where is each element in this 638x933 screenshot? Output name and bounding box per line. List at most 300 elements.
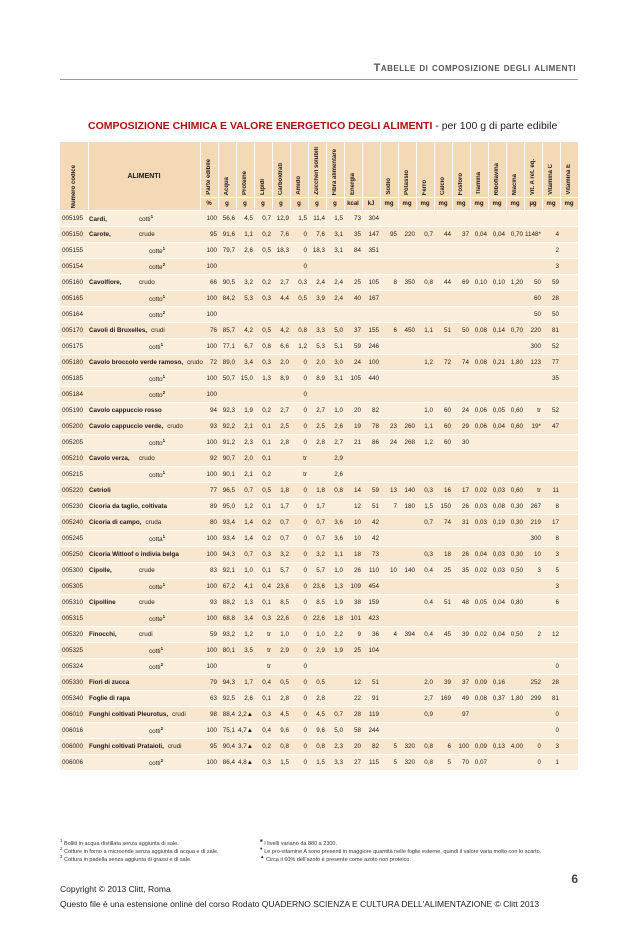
table-cell [326,659,344,675]
table-cell: 2,6 [326,419,344,435]
table-cell [398,259,416,275]
table-cell: 0,3 [254,355,272,371]
table-cell: 14 [344,483,362,499]
food-name: Cicoria da taglio, coltivata [88,499,200,515]
table-cell: 0 [290,435,308,451]
table-cell: 24 [452,403,470,419]
food-code: 005340 [60,691,88,707]
table-cell [344,659,362,675]
table-cell [506,755,524,771]
table-cell [434,723,452,739]
table-cell: 84 [344,243,362,259]
table-cell: 5,0 [326,723,344,739]
table-cell [380,371,398,387]
food-code: 005230 [60,499,88,515]
table-cell: 95 [200,227,218,243]
table-row [60,275,578,291]
table-cell: 0,50 [506,627,524,643]
table-cell: 3 [542,739,560,755]
table-cell: 5,3 [236,291,254,307]
table-cell: 320 [398,739,416,755]
food-code: 006006 [60,755,88,771]
table-cell [434,259,452,275]
table-cell [272,307,290,323]
food-code: 005180 [60,355,88,371]
table-cell: 8,9 [308,371,326,387]
column-header: Zuccheri solubili [308,142,326,198]
table-cell: 5,0 [326,323,344,339]
table-cell: 0,30 [506,515,524,531]
table-cell: 0,2 [254,515,272,531]
table-cell [434,467,452,483]
table-cell: 1,80 [506,691,524,707]
table-cell: 454 [362,579,380,595]
table-cell: 0,7 [308,515,326,531]
food-code: 005185 [60,371,88,387]
table-cell: 140 [398,563,416,579]
table-cell [560,579,578,595]
table-cell: 100 [200,579,218,595]
food-column-header: ALIMENTI [88,142,200,211]
table-cell: 56,6 [218,211,236,227]
table-cell: 4,5 [272,707,290,723]
table-cell [560,211,578,227]
table-cell: 0,2 [254,467,272,483]
table-cell [560,643,578,659]
footnotes-left [60,838,260,862]
table-cell [560,739,578,755]
table-cell: 9,6 [272,723,290,739]
table-cell: 50,7 [218,371,236,387]
table-cell [398,387,416,403]
table-cell: 300 [524,531,542,547]
table-cell: 92,1 [218,563,236,579]
table-cell: 45 [434,627,452,643]
table-row [60,595,578,611]
table-cell [380,259,398,275]
footnote: $^1$ Bolliti in acqua distillata senza aggiunta di sale. [60,838,179,847]
unit-header: mg [434,198,452,211]
table-cell: 93,4 [218,515,236,531]
table-cell: 3,1 [326,243,344,259]
table-cell: 2 [542,243,560,259]
table-cell: 1,4 [236,531,254,547]
table-cell: 7,6 [272,227,290,243]
table-cell: 20 [344,403,362,419]
table-cell: 115 [362,755,380,771]
table-cell: 23,6 [272,579,290,595]
table-cell [380,515,398,531]
table-cell [506,387,524,403]
table-cell [434,387,452,403]
table-cell: 4 [380,627,398,643]
table-cell: 2,0 [272,355,290,371]
column-header: Fibra alimentare [326,142,344,198]
table-cell: 1,0 [236,563,254,579]
table-cell [362,451,380,467]
table-cell: 15,0 [236,371,254,387]
table-cell: 8,9 [272,371,290,387]
table-cell: 84,2 [218,291,236,307]
table-cell: 2,3 [236,435,254,451]
table-cell [506,675,524,691]
table-cell: 70 [452,755,470,771]
table-cell: 3,4 [236,355,254,371]
table-cell [362,387,380,403]
table-cell [506,435,524,451]
food-name: cotti$^2$ [88,723,200,739]
table-cell [236,659,254,675]
table-cell: 100 [200,755,218,771]
table-cell [272,259,290,275]
table-cell: 2,8 [308,691,326,707]
table-cell [326,675,344,691]
table-cell: 423 [362,611,380,627]
table-cell [416,659,434,675]
food-code: 005175 [60,339,88,355]
table-cell: 72 [200,355,218,371]
table-cell: 1,7 [308,499,326,515]
table-cell: 0,1 [254,435,272,451]
table-cell: 0,04 [488,227,506,243]
food-code: 005310 [60,595,88,611]
table-cell: 1,2 [236,627,254,643]
column-header: Vitamina E [560,142,578,198]
table-cell [236,259,254,275]
food-code: 005184 [60,387,88,403]
table-cell [452,643,470,659]
table-cell [506,579,524,595]
table-cell: 3,6 [326,531,344,547]
table-cell [272,659,290,675]
table-cell [560,435,578,451]
table-cell: 0,8 [290,323,308,339]
table-cell: 100 [200,387,218,403]
table-cell: 0,10 [470,275,488,291]
table-cell: 51 [362,499,380,515]
food-code: 005325 [60,643,88,659]
table-cell: 51 [434,595,452,611]
table-cell: 0,09 [470,675,488,691]
table-cell: 0,7 [272,531,290,547]
table-cell: 0,08 [488,499,506,515]
table-cell: 85,7 [218,323,236,339]
table-cell: 0,08 [470,355,488,371]
table-cell: 1,3 [254,371,272,387]
food-name: cotte$^1$ [88,579,200,595]
table-cell: 1,3 [236,595,254,611]
table-cell: 0,04 [470,547,488,563]
table-cell [560,243,578,259]
table-cell: 169 [434,691,452,707]
table-cell: 100 [200,339,218,355]
table-cell [398,355,416,371]
table-cell: 0 [290,707,308,723]
table-cell: 4,00 [506,739,524,755]
table-cell: 0,03 [470,499,488,515]
table-cell: 0,8 [416,739,434,755]
table-row [60,451,578,467]
table-cell [488,611,506,627]
food-name: cotti$^1$ [88,643,200,659]
table-cell: 8 [542,499,560,515]
table-cell: 2,4 [326,291,344,307]
table-cell: 0 [290,243,308,259]
table-cell [344,467,362,483]
table-cell [524,211,542,227]
table-cell: 90,7 [218,451,236,467]
table-cell: 0 [290,563,308,579]
table-cell [560,483,578,499]
table-cell: 3,0 [326,355,344,371]
table-cell [506,259,524,275]
table-cell [380,403,398,419]
table-cell [308,307,326,323]
table-cell: 35 [542,371,560,387]
table-cell: 91,6 [218,227,236,243]
table-cell: 0,4 [254,579,272,595]
table-cell: 22,6 [308,611,326,627]
table-cell: 0,8 [416,755,434,771]
table-cell [416,243,434,259]
food-code: 005245 [60,531,88,547]
table-cell: 7,6 [308,227,326,243]
table-cell: 2,2▲ [236,707,254,723]
table-cell [470,307,488,323]
table-cell: 23,6 [308,579,326,595]
table-cell: 1,1 [416,419,434,435]
table-cell: 1,5 [416,499,434,515]
table-cell: 0 [290,691,308,707]
unit-header: g [236,198,254,211]
table-cell [560,355,578,371]
table-cell: 100 [200,611,218,627]
table-row [60,707,578,723]
table-cell [488,307,506,323]
table-cell: 52 [542,339,560,355]
table-cell: 0,02 [470,483,488,499]
table-cell: 18,3 [272,243,290,259]
table-cell: 0,30 [506,547,524,563]
table-cell: 6 [434,739,452,755]
table-cell: 0,08 [470,323,488,339]
table-cell: 50 [524,275,542,291]
table-cell: 19* [524,419,542,435]
table-cell [560,675,578,691]
food-code: 005305 [60,579,88,595]
table-cell [560,627,578,643]
table-cell [434,339,452,355]
table-cell [272,467,290,483]
table-cell: 0,04 [470,227,488,243]
food-name: Funghi coltivati Prataioli, crudi [88,739,200,755]
table-cell: 0,3 [416,483,434,499]
table-cell: 2,4 [308,275,326,291]
table-title-main: COMPOSIZIONE CHIMICA E VALORE ENERGETICO DEGLI ALIMENTI [88,120,433,132]
unit-header: mg [488,198,506,211]
table-row [60,291,578,307]
table-cell: 0,80 [506,595,524,611]
table-cell [470,211,488,227]
food-name: cotto$^1$ [88,371,200,387]
table-cell: 0,05 [488,403,506,419]
table-cell [218,387,236,403]
page-number: 6 [571,872,578,886]
table-title-suffix: - per 100 g di parte edibile [432,120,558,132]
table-cell: 21 [344,435,362,451]
table-cell [434,611,452,627]
table-cell: 0,4 [416,595,434,611]
unit-header: mg [380,198,398,211]
food-name: Cipolle, crude [88,563,200,579]
table-cell: 140 [398,483,416,499]
table-cell [434,211,452,227]
table-cell: 39 [452,627,470,643]
table-cell: 16 [434,483,452,499]
table-cell: 12 [344,675,362,691]
table-cell [434,371,452,387]
table-cell: 50 [452,323,470,339]
table-cell: 3,1 [326,371,344,387]
table-cell [470,659,488,675]
table-cell [452,211,470,227]
table-cell: 8 [380,275,398,291]
food-code: 006000 [60,739,88,755]
food-name: Cavolo verza, crudo [88,451,200,467]
table-cell: 2,6 [236,691,254,707]
table-cell: 1,1 [416,323,434,339]
table-cell [488,723,506,739]
source-note: Questo file è una estensione online del corso Rodato QUADERNO SCIENZA E CULTURA DELL'ALIMENTAZIONE © Clitt 2013 [60,899,540,909]
table-cell: 25 [344,275,362,291]
table-cell: 100 [200,659,218,675]
table-cell: 95,0 [218,499,236,515]
table-cell: 0,5 [254,243,272,259]
table-cell [380,531,398,547]
table-row [60,627,578,643]
table-cell: 109 [344,579,362,595]
column-header: Energia [344,142,362,198]
table-cell [380,579,398,595]
table-cell [524,387,542,403]
table-cell [506,659,524,675]
table-cell: 0,7 [236,483,254,499]
table-cell [524,707,542,723]
table-row [60,211,578,227]
table-cell: 4,8▲ [236,755,254,771]
table-cell [380,707,398,723]
food-code: 005205 [60,435,88,451]
table-cell: 0 [290,387,308,403]
table-cell: 8,5 [272,595,290,611]
food-name: Foglie di rapa [88,691,200,707]
table-cell [416,211,434,227]
table-cell: 0 [290,643,308,659]
table-cell: 3,6 [326,515,344,531]
food-code: 005190 [60,403,88,419]
table-cell: 42 [362,515,380,531]
table-cell: 92,3 [218,403,236,419]
table-cell [560,291,578,307]
table-cell [308,387,326,403]
table-row [60,355,578,371]
table-cell [488,435,506,451]
table-cell [326,307,344,323]
table-cell: 95 [380,227,398,243]
table-cell: 100 [200,547,218,563]
column-header: Amido [290,142,308,198]
table-cell: 267 [524,499,542,515]
table-cell: 22 [344,691,362,707]
table-cell [236,387,254,403]
table-cell: 26 [452,547,470,563]
table-cell [380,211,398,227]
table-cell [470,707,488,723]
table-cell [344,451,362,467]
table-cell [380,691,398,707]
food-code: 005315 [60,611,88,627]
table-cell [560,611,578,627]
table-cell [398,547,416,563]
table-cell: 0 [290,675,308,691]
table-cell: 0,04 [488,595,506,611]
table-cell [488,371,506,387]
table-cell: 25 [434,563,452,579]
table-cell: 1,8 [326,611,344,627]
table-cell: 150 [434,499,452,515]
food-name: Fiori di zucca [88,675,200,691]
table-cell: 1 [542,755,560,771]
table-row [60,467,578,483]
footnote: $^3$ Cottura in padella senza aggiunta di grassi e di sale. [60,854,192,863]
column-header: Vitamina C [542,142,560,198]
table-cell [380,307,398,323]
food-name: Cetrioli [88,483,200,499]
table-row [60,499,578,515]
table-cell [542,643,560,659]
table-cell: 92,5 [218,691,236,707]
table-cell [416,531,434,547]
table-cell: 0 [290,499,308,515]
table-cell: 0,13 [488,739,506,755]
table-cell: 1148* [524,227,542,243]
unit-header: g [326,198,344,211]
table-cell: 2,8 [272,435,290,451]
column-header: Sodio [380,142,398,198]
table-cell: 0,5 [254,323,272,339]
food-name: cotto$^2$ [88,307,200,323]
table-cell: tr [254,627,272,643]
table-cell: 59 [344,339,362,355]
table-cell [524,643,542,659]
table-cell: 31 [452,515,470,531]
table-cell [560,227,578,243]
table-cell: 101 [344,611,362,627]
table-cell [542,435,560,451]
table-cell: 38 [344,595,362,611]
table-cell: 0,16 [488,675,506,691]
table-cell: 2,2 [326,627,344,643]
food-code: 005210 [60,451,88,467]
table-cell: 59 [200,627,218,643]
table-cell: 6,6 [272,339,290,355]
table-cell: 1,1 [236,227,254,243]
column-header: Carboidrati [272,142,290,198]
table-cell: 68,8 [218,611,236,627]
table-cell [452,611,470,627]
column-header-row [60,142,578,198]
table-row [60,755,578,771]
